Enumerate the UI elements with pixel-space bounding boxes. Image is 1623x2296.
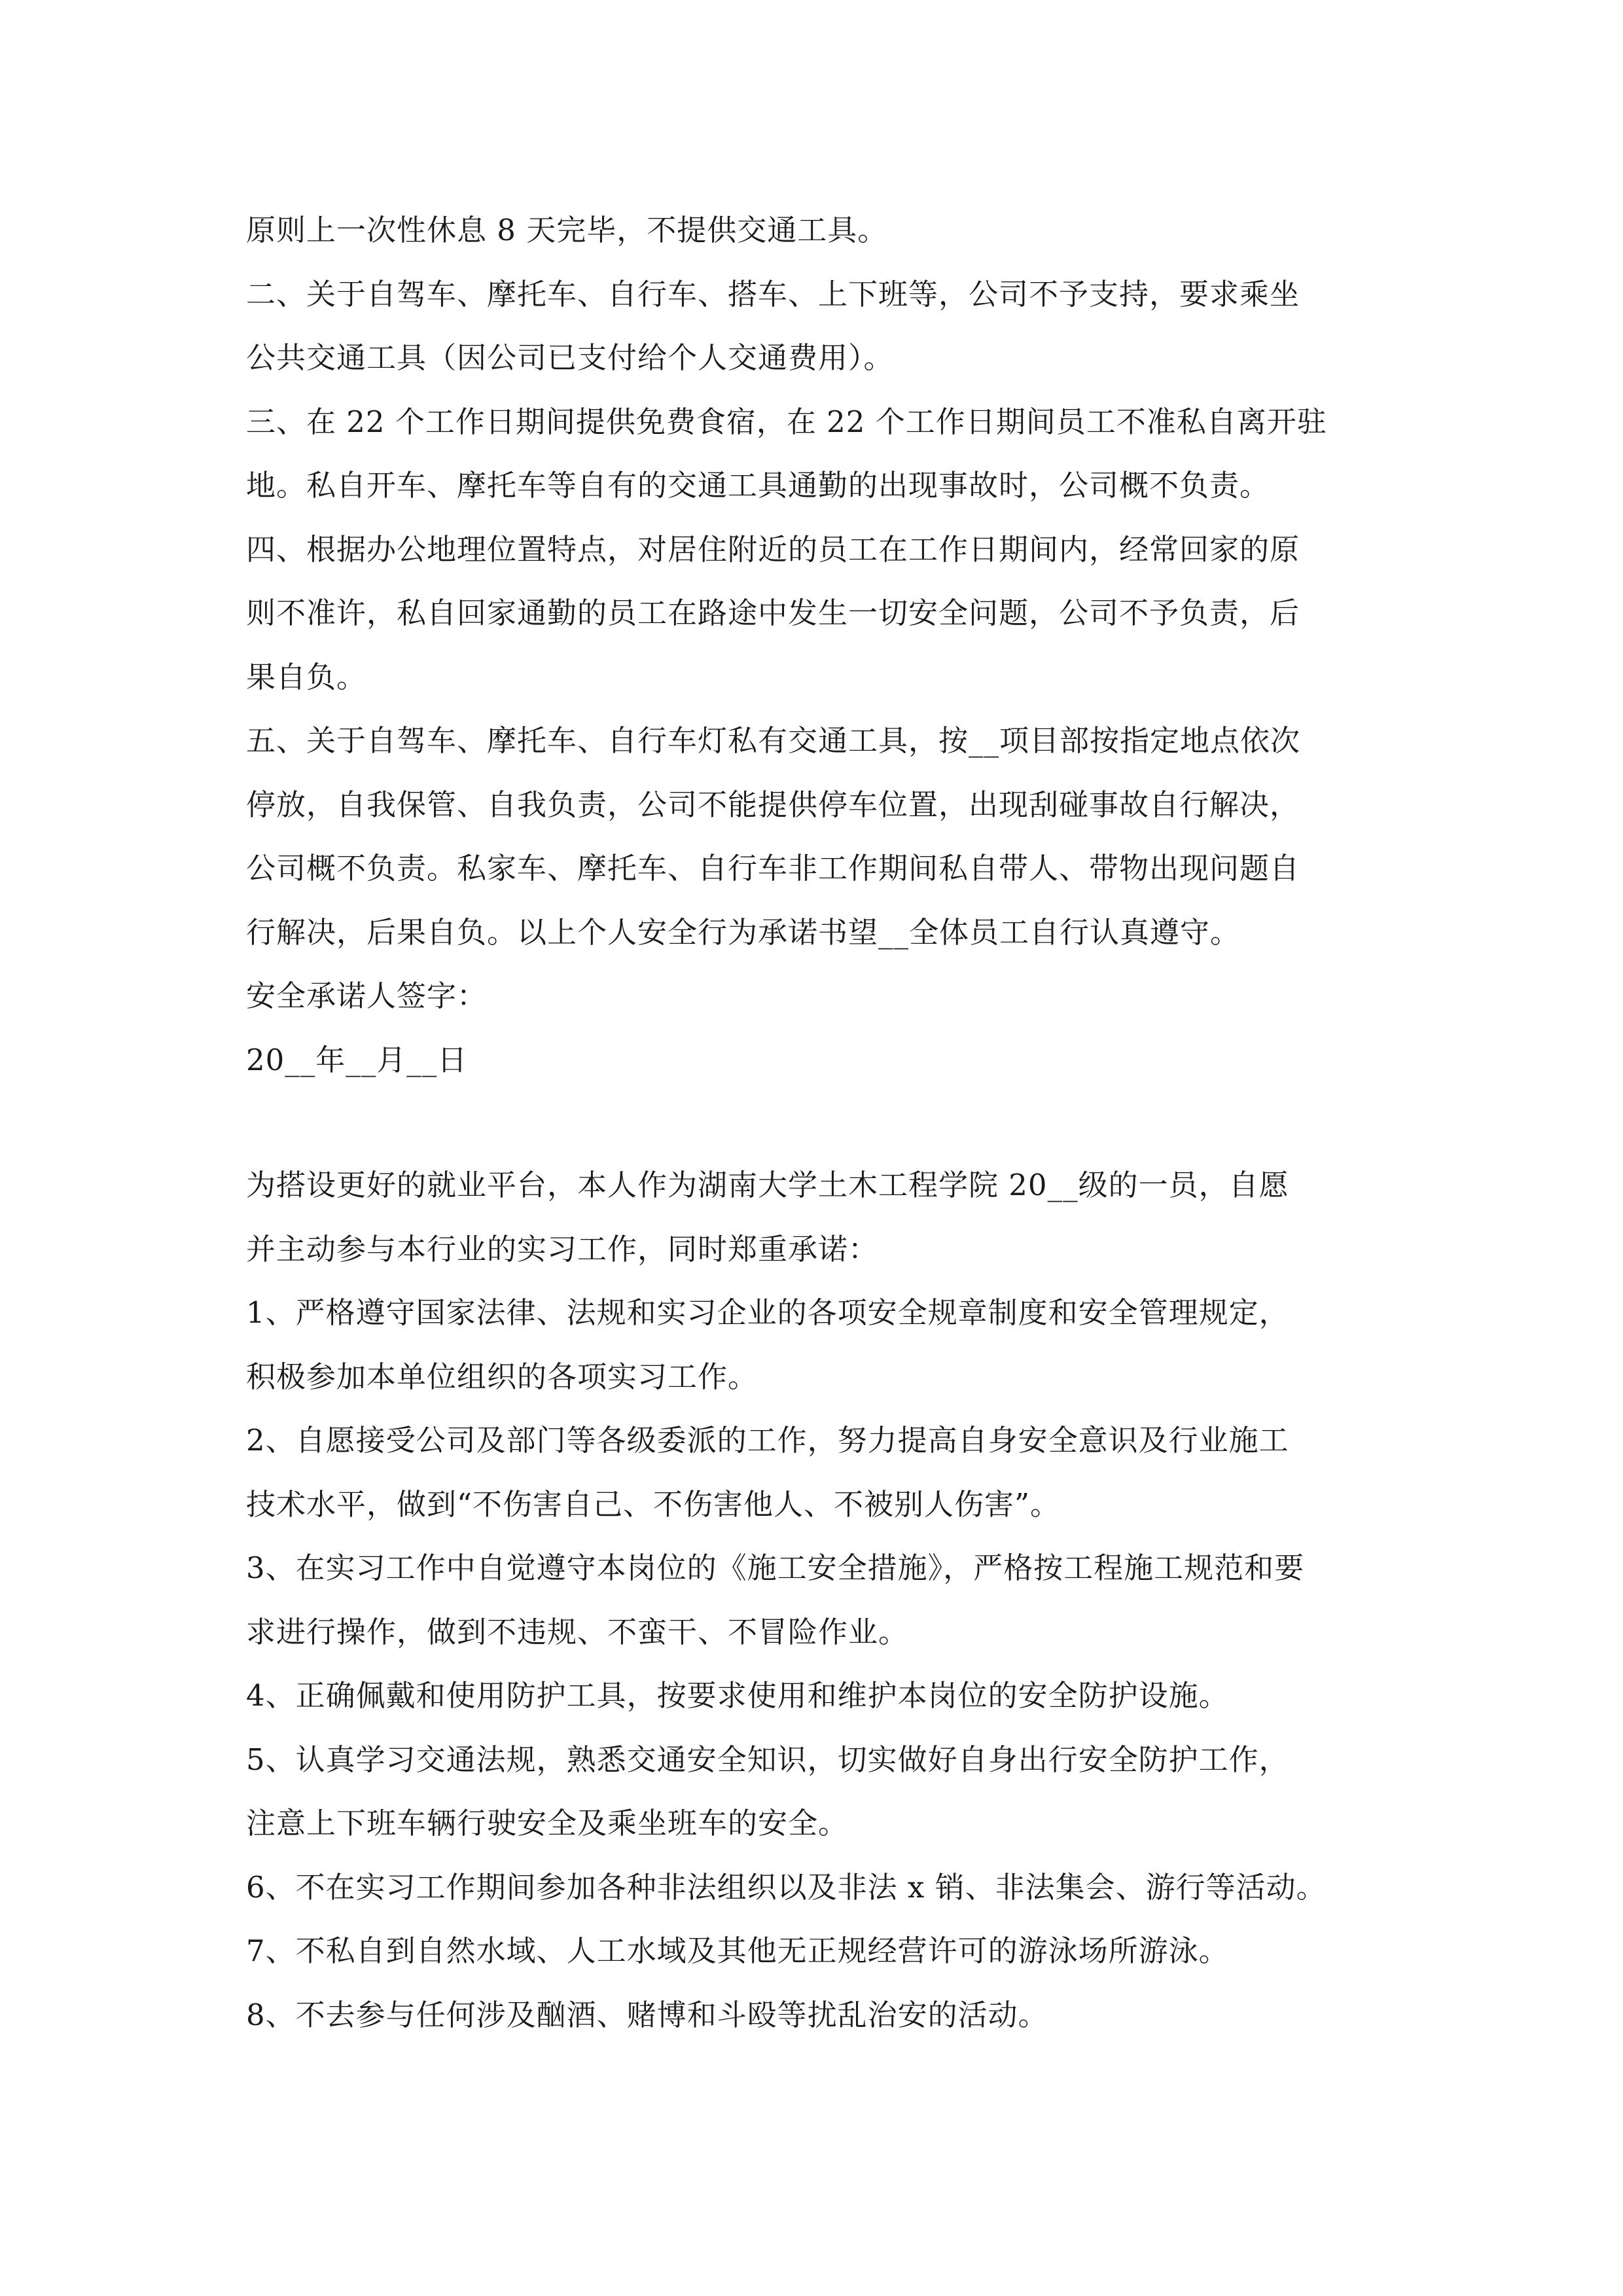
paragraph-line: 果自负。 (246, 659, 367, 694)
pledge-item: 8、不去参与任何涉及酗酒、赌博和斗殴等扰乱治安的活动。 (246, 1997, 1048, 2032)
pledge-item: 1、严格遵守国家法律、法规和实习企业的各项安全规章制度和安全管理规定， (246, 1295, 1289, 1330)
paragraph-line: 公司概不负责。私家车、摩托车、自行车非工作期间私自带人、带物出现问题自 (246, 851, 1300, 886)
pledge-item: 积极参加本单位组织的各项实习工作。 (246, 1359, 758, 1394)
date-line: 20__年__月__日 (246, 1042, 468, 1077)
pledge-item: 注意上下班车辆行驶安全及乘坐班车的安全。 (246, 1806, 849, 1840)
paragraph-line: 二、关于自驾车、摩托车、自行车、搭车、上下班等，公司不予支持，要求乘坐 (246, 276, 1300, 312)
paragraph-line: 五、关于自驾车、摩托车、自行车灯私有交通工具，按__项目部按指定地点依次 (246, 723, 1301, 758)
pledge-item: 技术水平，做到“不伤害自己、不伤害他人、不被别人伤害”。 (246, 1486, 1061, 1522)
section-transport-safety-rules (246, 198, 1411, 1092)
paragraph-line: 停放，自我保管、自我负责，公司不能提供停车位置，出现刮碰事故自行解决， (246, 787, 1300, 822)
paragraph-line: 行解决，后果自负。以上个人安全行为承诺书望__全体员工自行认真遵守。 (246, 914, 1241, 950)
pledge-item: 7、不私自到自然水域、人工水域及其他无正规经营许可的游泳场所游泳。 (246, 1933, 1229, 1968)
paragraph-line: 并主动参与本行业的实习工作，同时郑重承诺： (246, 1231, 879, 1266)
paragraph-line: 则不准许，私自回家通勤的员工在路途中发生一切安全问题，公司不予负责，后 (246, 596, 1300, 630)
paragraph-line: 四、根据办公地理位置特点，对居住附近的员工在工作日期间内，经常回家的原 (246, 531, 1300, 567)
pledge-item: 4、正确佩戴和使用防护工具，按要求使用和维护本岗位的安全防护设施。 (246, 1678, 1229, 1713)
paragraph-line: 地。私自开车、摩托车等自有的交通工具通勤的出现事故时，公司概不负责。 (246, 468, 1270, 503)
paragraph-line: 原则上一次性休息 8 天完毕，不提供交通工具。 (246, 213, 888, 247)
paragraph-line: 公共交通工具（因公司已支付给个人交通费用）。 (246, 340, 894, 375)
section-internship-pledge (246, 1153, 1411, 2047)
pledge-item: 3、在实习工作中自觉遵守本岗位的《施工安全措施》，严格按工程施工规范和要 (246, 1551, 1305, 1585)
pledge-item: 2、自愿接受公司及部门等各级委派的工作，努力提高自身安全意识及行业施工 (246, 1423, 1289, 1458)
pledge-item: 6、不在实习工作期间参加各种非法组织以及非法 x 销、非法集会、游行等活动。 (246, 1869, 1327, 1905)
pledge-item: 5、认真学习交通法规，熟悉交通安全知识，切实做好自身出行安全防护工作， (246, 1742, 1289, 1777)
paragraph-line: 为搭设更好的就业平台，本人作为湖南大学土木工程学院 20__级的一员，自愿 (246, 1168, 1289, 1202)
paragraph-line: 三、在 22 个工作日期间提供免费食宿，在 22 个工作日期间员工不准私自离开驻 (246, 404, 1327, 439)
pledge-item: 求进行操作，做到不违规、不蛮干、不冒险作业。 (246, 1614, 909, 1649)
signature-label: 安全承诺人签字： (246, 978, 488, 1013)
